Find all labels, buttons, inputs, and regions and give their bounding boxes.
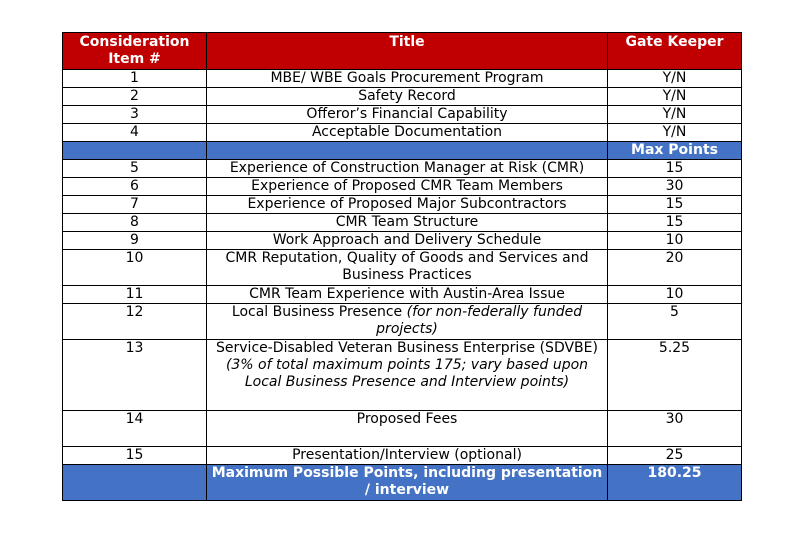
table-header-row bbox=[63, 33, 742, 70]
item-title: Presentation/Interview (optional) bbox=[207, 447, 608, 465]
item-number: 1 bbox=[63, 70, 207, 88]
table-row bbox=[63, 178, 742, 196]
header-consideration-item: Consideration Item # bbox=[63, 33, 207, 70]
item-number: 8 bbox=[63, 214, 207, 232]
item-title: Experience of Construction Manager at Risk (CMR) bbox=[207, 160, 608, 178]
item-number: 7 bbox=[63, 196, 207, 214]
item-number: 14 bbox=[63, 411, 207, 447]
item-number: 9 bbox=[63, 232, 207, 250]
max-points-value: 10 bbox=[608, 232, 742, 250]
table-row bbox=[63, 250, 742, 286]
max-points-value: 25 bbox=[608, 447, 742, 465]
max-points-value: 30 bbox=[608, 411, 742, 447]
table-row bbox=[63, 340, 742, 411]
total-label: Maximum Possible Points, including presentation / interview bbox=[207, 465, 608, 501]
item-number: 10 bbox=[63, 250, 207, 286]
max-points-value: 10 bbox=[608, 286, 742, 304]
table-row bbox=[63, 411, 742, 447]
max-points-value: 30 bbox=[608, 178, 742, 196]
item-title: Service-Disabled Veteran Business Enterprise (SDVBE) bbox=[216, 340, 598, 356]
item-title: MBE/ WBE Goals Procurement Program bbox=[207, 70, 608, 88]
header-title: Title bbox=[207, 33, 608, 70]
table-row bbox=[63, 196, 742, 214]
table-row bbox=[63, 88, 742, 106]
item-title-note: (3% of total maximum points 175; vary based upon Local Business Presence and Interview points) bbox=[225, 357, 589, 390]
max-points-value: 15 bbox=[608, 196, 742, 214]
item-title: Proposed Fees bbox=[207, 411, 608, 447]
table-row bbox=[63, 214, 742, 232]
item-title: Experience of Proposed Major Subcontractors bbox=[207, 196, 608, 214]
item-title-note: (for non-federally funded projects) bbox=[376, 304, 583, 337]
max-points-value: 15 bbox=[608, 160, 742, 178]
total-value: 180.25 bbox=[608, 465, 742, 501]
item-number: 15 bbox=[63, 447, 207, 465]
header-gate-keeper: Gate Keeper bbox=[608, 33, 742, 70]
gate-keeper-value: Y/N bbox=[608, 88, 742, 106]
max-points-band bbox=[63, 142, 742, 160]
item-number: 12 bbox=[63, 304, 207, 340]
max-points-value: 20 bbox=[608, 250, 742, 286]
table-row bbox=[63, 160, 742, 178]
table-row bbox=[63, 106, 742, 124]
item-title: Local Business Presence bbox=[231, 304, 407, 320]
item-number: 6 bbox=[63, 178, 207, 196]
band-empty-cell bbox=[63, 142, 207, 160]
item-number: 4 bbox=[63, 124, 207, 142]
item-title-cell bbox=[207, 340, 608, 411]
gate-keeper-value: Y/N bbox=[608, 106, 742, 124]
table-row bbox=[63, 286, 742, 304]
max-points-header: Max Points bbox=[608, 142, 742, 160]
table-row bbox=[63, 447, 742, 465]
item-title-cell bbox=[207, 304, 608, 340]
item-title: Work Approach and Delivery Schedule bbox=[207, 232, 608, 250]
item-number: 13 bbox=[63, 340, 207, 411]
max-points-value: 5 bbox=[608, 304, 742, 340]
item-title: Offeror’s Financial Capability bbox=[207, 106, 608, 124]
gate-keeper-value: Y/N bbox=[608, 70, 742, 88]
total-row bbox=[63, 465, 742, 501]
evaluation-criteria-table bbox=[62, 32, 742, 501]
item-number: 3 bbox=[63, 106, 207, 124]
item-number: 5 bbox=[63, 160, 207, 178]
item-title: Acceptable Documentation bbox=[207, 124, 608, 142]
item-title: CMR Team Experience with Austin-Area Issue bbox=[207, 286, 608, 304]
max-points-value: 5.25 bbox=[608, 340, 742, 411]
table-row bbox=[63, 232, 742, 250]
gate-keeper-value: Y/N bbox=[608, 124, 742, 142]
item-number: 2 bbox=[63, 88, 207, 106]
item-number: 11 bbox=[63, 286, 207, 304]
item-title: CMR Team Structure bbox=[207, 214, 608, 232]
max-points-value: 15 bbox=[608, 214, 742, 232]
item-title: Safety Record bbox=[207, 88, 608, 106]
table-row bbox=[63, 304, 742, 340]
item-title: Experience of Proposed CMR Team Members bbox=[207, 178, 608, 196]
table-row bbox=[63, 124, 742, 142]
table-row bbox=[63, 70, 742, 88]
total-empty-cell bbox=[63, 465, 207, 501]
item-title: CMR Reputation, Quality of Goods and Services and Business Practices bbox=[207, 250, 608, 286]
band-empty-cell bbox=[207, 142, 608, 160]
